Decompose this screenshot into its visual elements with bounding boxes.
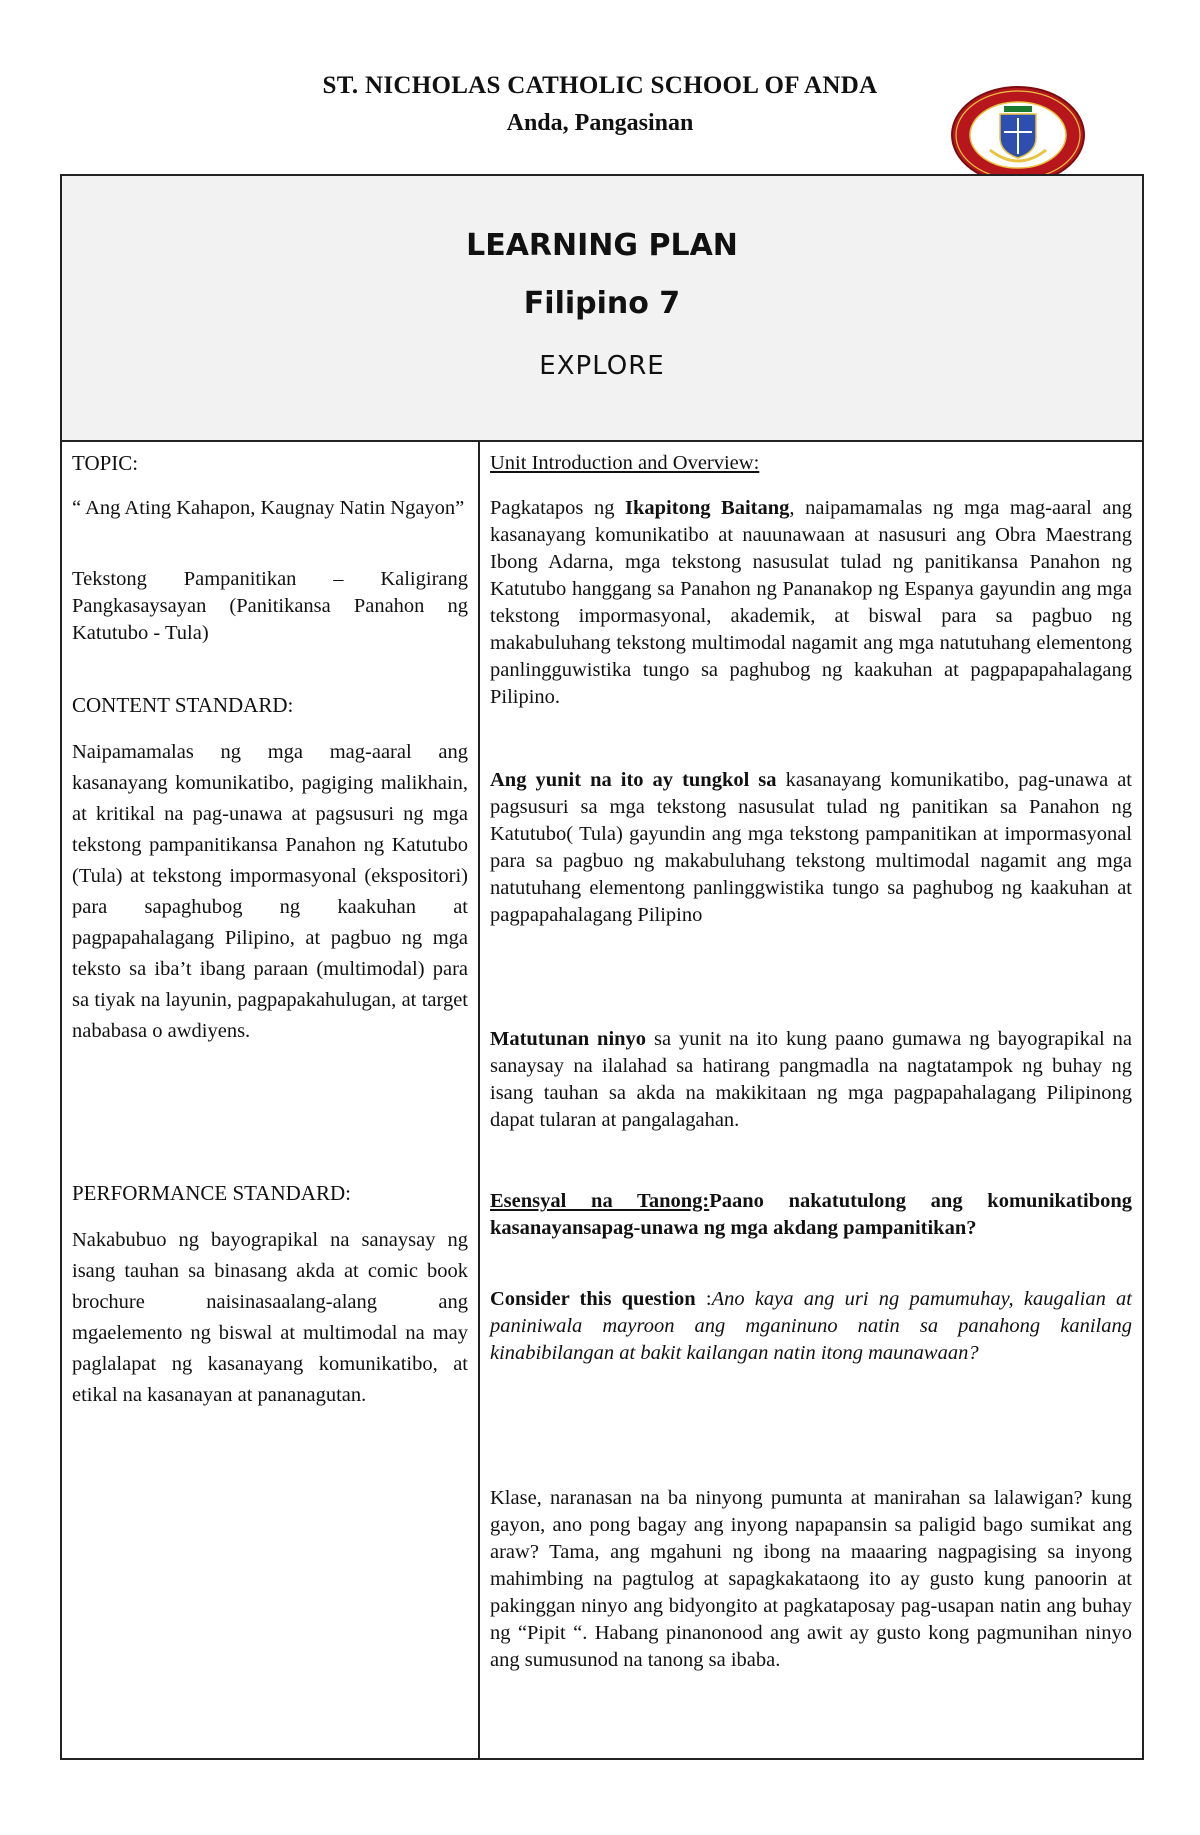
- unit-intro-paragraph: [490, 495, 1132, 711]
- school-location: Anda, Pangasinan: [506, 110, 694, 136]
- unit-learn-paragraph: [490, 1026, 1132, 1134]
- essential-question-text: Paano nakatutulong ang komunikatibong kasanayansapag-unawa ng mga akdang pampanitikan?: [490, 1190, 1132, 1239]
- performance-standard-text: Nakabubuo ng bayograpikal na sanaysay ng isang tauhan sa binasang akda at comic book brochure naisinasaalang-alang ang mgaelemento ng biswal at multimodal na may paglalapat ng kasanayang komunikatibo, at etikal na kasanayan at pananagutan.: [72, 1229, 468, 1406]
- intro-grade-emphasis: Ikapitong Baitang: [625, 497, 790, 519]
- document-header: [0, 0, 1200, 175]
- consider-label: Consider this question: [490, 1288, 696, 1310]
- school-seal-icon: [948, 84, 1088, 186]
- content-standard-label: CONTENT STANDARD:: [72, 693, 294, 717]
- consider-text: Ano kaya ang uri ng pamumuhay, kaugalian at paniniwala mayroon ang mganinuno natin sa panahong kanilang kinabibilangan at bakit kailangan natin itong maunawaan?: [490, 1288, 1133, 1364]
- consider-question: [490, 1286, 1132, 1367]
- column-divider: [478, 440, 480, 1760]
- plan-banner: [62, 176, 1142, 442]
- plan-subject: Filipino 7: [523, 286, 681, 321]
- unit-about-paragraph: [490, 767, 1132, 929]
- learning-plan-table: [60, 174, 1144, 1760]
- essential-question-label: Esensyal na Tanong:: [490, 1190, 710, 1212]
- intro-text-start: Pagkatapos ng: [490, 497, 626, 519]
- topic-label: TOPIC:: [72, 451, 139, 475]
- content-standard-text: Naipamamalas ng mga mag-aaral ang kasanayang komunikatibo, pagiging malikhain, at kritikal na pag-unawa at pagsusuri ng mga tekstong pampanitikansa Panahon ng Katutubo (Tula) at tekstong impormasyonal (ekspositori) para sapaghubog ng kaakuhan at pagpapahalagang Pilipino, at pagbuo ng mga teksto sa iba’t ibang paraan (multimodal) para sa tiyak na layunin, pagpapakahulugan, at target nababasa o awdiyens.: [72, 741, 468, 1042]
- plan-title: LEARNING PLAN: [466, 228, 738, 263]
- essential-question: [490, 1188, 1132, 1242]
- about-emphasis: Ang yunit na ito ay tungkol sa: [490, 769, 777, 791]
- consider-separator: :: [695, 1288, 712, 1310]
- performance-standard-label: PERFORMANCE STANDARD:: [72, 1181, 351, 1205]
- plan-phase: EXPLORE: [539, 351, 665, 381]
- topic-title: “ Ang Ating Kahapon, Kaugnay Natin Ngayon”: [72, 497, 465, 519]
- class-prompt-paragraph: Klase, naranasan na ba ninyong pumunta at manirahan sa lalawigan? kung gayon, ano pong bagay ang inyong napapansin sa paligid bago sumikat ang araw? Tama, ang mgahuni ng ibong na maaaring nagpagising sa inyong mahimbing na pagtulog at sapagkakataong ito ay gusto kung panoorin at pakinggan ninyo ang bidyongito at pagkataposay pag-usapan natin ang buhay ng “Pipit “. Habang pinanonood ang awit ay gusto kong pagmunihan ninyo ang sumusunod na tanong sa ibaba.: [490, 1487, 1132, 1671]
- learn-text: sa yunit na ito kung paano gumawa ng bayograpikal na sanaysay na ilalahad sa hatirang pangmadla na nagtatampok ng buhay ng isang tauhan sa akda na makikitaan ng mga pagpapahalagang Pilipinong dapat tularan at pangalagahan.: [490, 1028, 1133, 1131]
- unit-overview-label: Unit Introduction and Overview:: [490, 452, 760, 474]
- learn-emphasis: Matutunan ninyo: [490, 1028, 647, 1050]
- about-text: kasanayang komunikatibo, pag-unawa at pagsusuri sa mga tekstong nasusulat tulad ng panitikan sa Panahon ng Katutubo( Tula) gayundin ang mga tekstong pampanitikan at impormasyonal para sa pagbuo ng makabuluhang tekstong multimodal nagamit ang mga natutuhang elementong panlinggwistika tungo sa paghubog ng kaakuhan at pagpapahalagang Pilipino: [490, 769, 1132, 926]
- school-name: ST. NICHOLAS CATHOLIC SCHOOL OF ANDA: [322, 72, 878, 99]
- intro-text-end: , naipamamalas ng mga mag-aaral ang kasanayang komunikatibo at nauunawaan at nasusuri ang Obra Maestrang Ibong Adarna, mga tekstong nasusulat tulad ng panitikansa Panahon ng Katutubo hanggang sa Panahon ng Pananakop ng Espanya gayundin ang mga tekstong impormasyonal, akademik, at biswal para sa pagbuo ng makabuluhang tekstong multimodal nagamit ang mga natutuhang elementong panlingguwistika tungo sa paghubog ng kaakuhan at pagpapapahalagang Pilipino.: [490, 497, 1132, 708]
- topic-description: Tekstong Pampanitikan – Kaligirang Pangkasaysayan (Panitikansa Panahon ng Katutubo - Tula): [72, 568, 468, 644]
